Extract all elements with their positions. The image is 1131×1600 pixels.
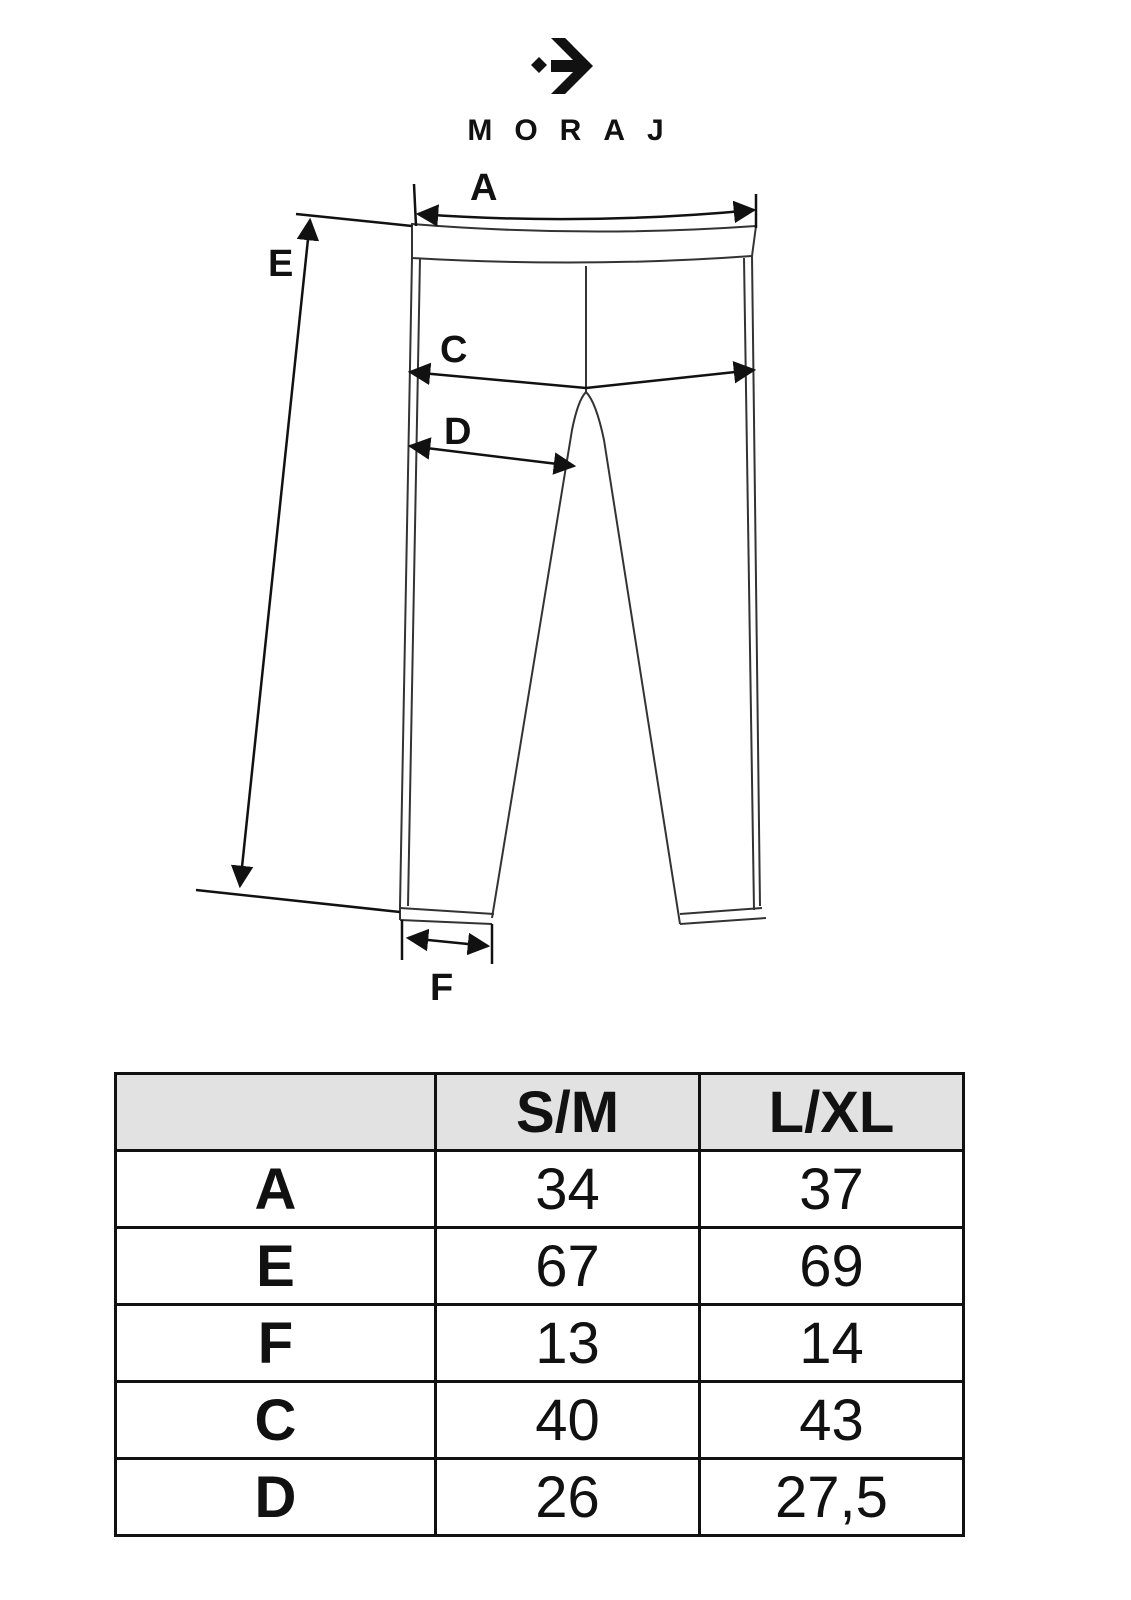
- table-row: [116, 1382, 964, 1459]
- row-label: C: [116, 1382, 436, 1459]
- value-cell: 27,5: [700, 1459, 964, 1536]
- label-d: D: [444, 411, 472, 453]
- dimension-d: [410, 446, 574, 466]
- dimension-e: [196, 214, 412, 912]
- row-label: F: [116, 1305, 436, 1382]
- label-a: A: [470, 167, 498, 209]
- brand-name: MORAJ: [467, 114, 686, 147]
- label-c: C: [440, 329, 468, 371]
- value-cell: 26: [436, 1459, 700, 1536]
- table-row: [116, 1151, 964, 1228]
- table-row: [116, 1459, 964, 1536]
- value-cell: 40: [436, 1382, 700, 1459]
- size-table: [114, 1072, 965, 1537]
- dimension-c: [410, 370, 754, 388]
- header-size-lxl: L/XL: [700, 1074, 964, 1151]
- value-cell: 69: [700, 1228, 964, 1305]
- table-row: [116, 1228, 964, 1305]
- value-cell: 43: [700, 1382, 964, 1459]
- value-cell: 34: [436, 1151, 700, 1228]
- value-cell: 37: [700, 1151, 964, 1228]
- value-cell: 67: [436, 1228, 700, 1305]
- size-table-header-row: [116, 1074, 964, 1151]
- header-empty-cell: [116, 1074, 436, 1151]
- dimension-f: [402, 920, 492, 964]
- table-row: [116, 1305, 964, 1382]
- value-cell: 13: [436, 1305, 700, 1382]
- value-cell: 14: [700, 1305, 964, 1382]
- row-label: A: [116, 1151, 436, 1228]
- header-size-sm: S/M: [436, 1074, 700, 1151]
- row-label: E: [116, 1228, 436, 1305]
- label-e: E: [268, 243, 294, 285]
- dimension-a: [414, 184, 756, 228]
- row-label: D: [116, 1459, 436, 1536]
- label-f: F: [430, 967, 454, 1009]
